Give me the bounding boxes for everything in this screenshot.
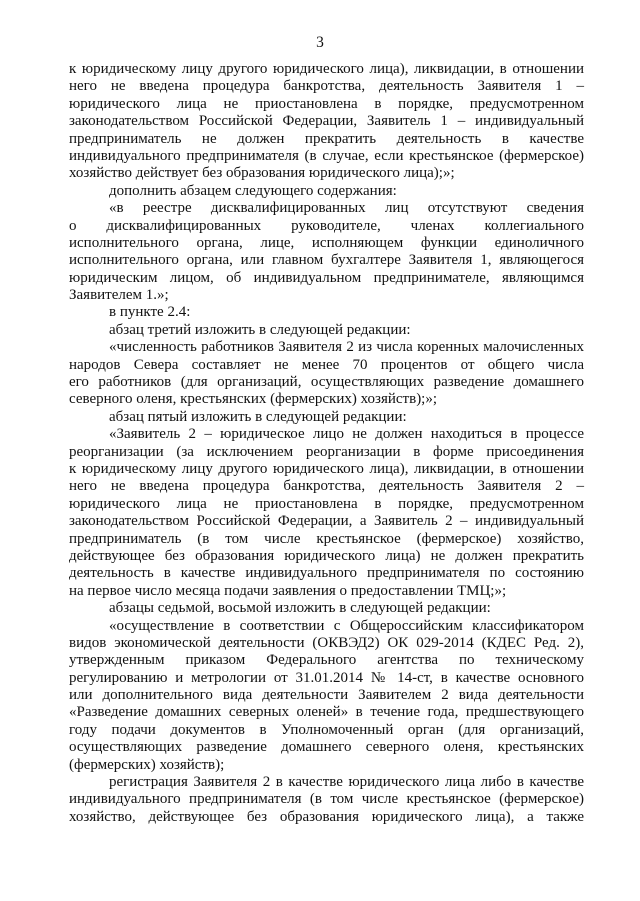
text-line: хозяйство действует без образования юридического лица);»; <box>69 165 455 182</box>
text-line: утвержденным приказом Федерального агентства по техническому <box>69 652 584 669</box>
text-line: него не введена процедура банкротства, деятельность Заявителя 2 – <box>69 478 584 495</box>
text-line: в пункте 2.4: <box>109 304 191 321</box>
text-line: юридического лица не приостановлена в порядке, предусмотренном <box>69 95 584 112</box>
document-body <box>69 61 584 826</box>
text-line: реорганизации (за исключением реорганизации в форме присоединения <box>69 443 584 460</box>
text-line: хозяйство, действующее без образования юридического лица), а также <box>69 808 584 825</box>
text-line: абзац третий изложить в следующей редакции: <box>109 321 411 338</box>
text-line: Заявителем 1.»; <box>69 287 169 304</box>
text-line: его работников (для организаций, осуществляющих разведение домашнего <box>69 374 584 391</box>
text-line: регистрация Заявителя 2 в качестве юридического лица либо в качестве <box>109 774 584 791</box>
text-line: исполнительного органа, лице, исполняющем функции единоличного <box>69 234 584 251</box>
text-line: году подачи документов в Уполномоченный орган (для организаций, <box>69 721 584 738</box>
text-line: законодательством Российской Федерации, Заявитель 1 – индивидуальный <box>69 113 584 130</box>
text-line: регулированию и метрологии от 31.01.2014 № 14-ст, в качестве основного <box>69 669 584 686</box>
text-line: видов экономической деятельности (ОКВЭД2) ОК 029-2014 (КДЕС Ред. 2), <box>69 634 584 651</box>
text-line: к юридическому лицу другого юридического лица), ликвидации, в отношении <box>69 460 584 477</box>
text-line: него не введена процедура банкротства, деятельность Заявителя 1 – <box>69 78 584 95</box>
text-line: осуществляющих разведение домашнего северного оленя, крестьянских <box>69 739 584 756</box>
text-line: «численность работников Заявителя 2 из числа коренных малочисленных <box>109 339 584 356</box>
text-line: или дополнительного вида деятельности Заявителем 2 вида деятельности <box>69 687 584 704</box>
text-line: «Разведение домашних северных оленей» в течение года, предшествующего <box>69 704 584 721</box>
text-line: предприниматель не должен прекратить деятельность в качестве <box>69 130 584 147</box>
text-line: индивидуального предпринимателя (в случае, если крестьянское (фермерское) <box>69 147 584 164</box>
text-line: абзацы седьмой, восьмой изложить в следующей редакции: <box>109 600 491 617</box>
text-line: на первое число месяца подачи заявления о предоставлении ТМЦ;»; <box>69 582 507 599</box>
page-number: 3 <box>316 34 324 51</box>
text-line: исполнительного органа, или главном бухгалтере Заявителя 1, являющегося <box>69 252 584 269</box>
text-line: юридическим лицом, об индивидуальном предпринимателе, являющимся <box>69 269 584 286</box>
text-line: к юридическому лицу другого юридического лица), ликвидации, в отношении <box>69 61 584 77</box>
text-line: «в реестре дисквалифицированных лиц отсутствуют сведения <box>109 200 584 217</box>
text-line: законодательством Российской Федерации, а Заявитель 2 – индивидуальный <box>69 513 584 530</box>
text-line: о дисквалифицированных руководителе, членах коллегиального <box>69 217 584 234</box>
text-line: северного оленя, крестьянских (фермерских) хозяйств);»; <box>69 391 438 408</box>
text-line: действующее без образования юридического лица) не должен прекратить <box>69 547 584 564</box>
text-line: «Заявитель 2 – юридическое лицо не должен находиться в процессе <box>109 426 584 443</box>
text-line: «осуществление в соответствии с Общероссийским классификатором <box>109 617 584 634</box>
text-line: предприниматель (в том числе крестьянское (фермерское) хозяйство, <box>69 530 584 547</box>
text-line: деятельность в качестве индивидуального предпринимателя по состоянию <box>69 565 584 582</box>
text-line: индивидуального предпринимателя (в том числе крестьянское (фермерское) <box>69 791 584 808</box>
text-line: народов Севера составляет не менее 70 процентов от общего числа <box>69 356 584 373</box>
text-line: дополнить абзацем следующего содержания: <box>109 182 397 199</box>
text-line: (фермерских) хозяйств); <box>69 756 225 773</box>
text-line: абзац пятый изложить в следующей редакции: <box>109 408 407 425</box>
text-line: юридического лица не приостановлена в порядке, предусмотренном <box>69 495 584 512</box>
